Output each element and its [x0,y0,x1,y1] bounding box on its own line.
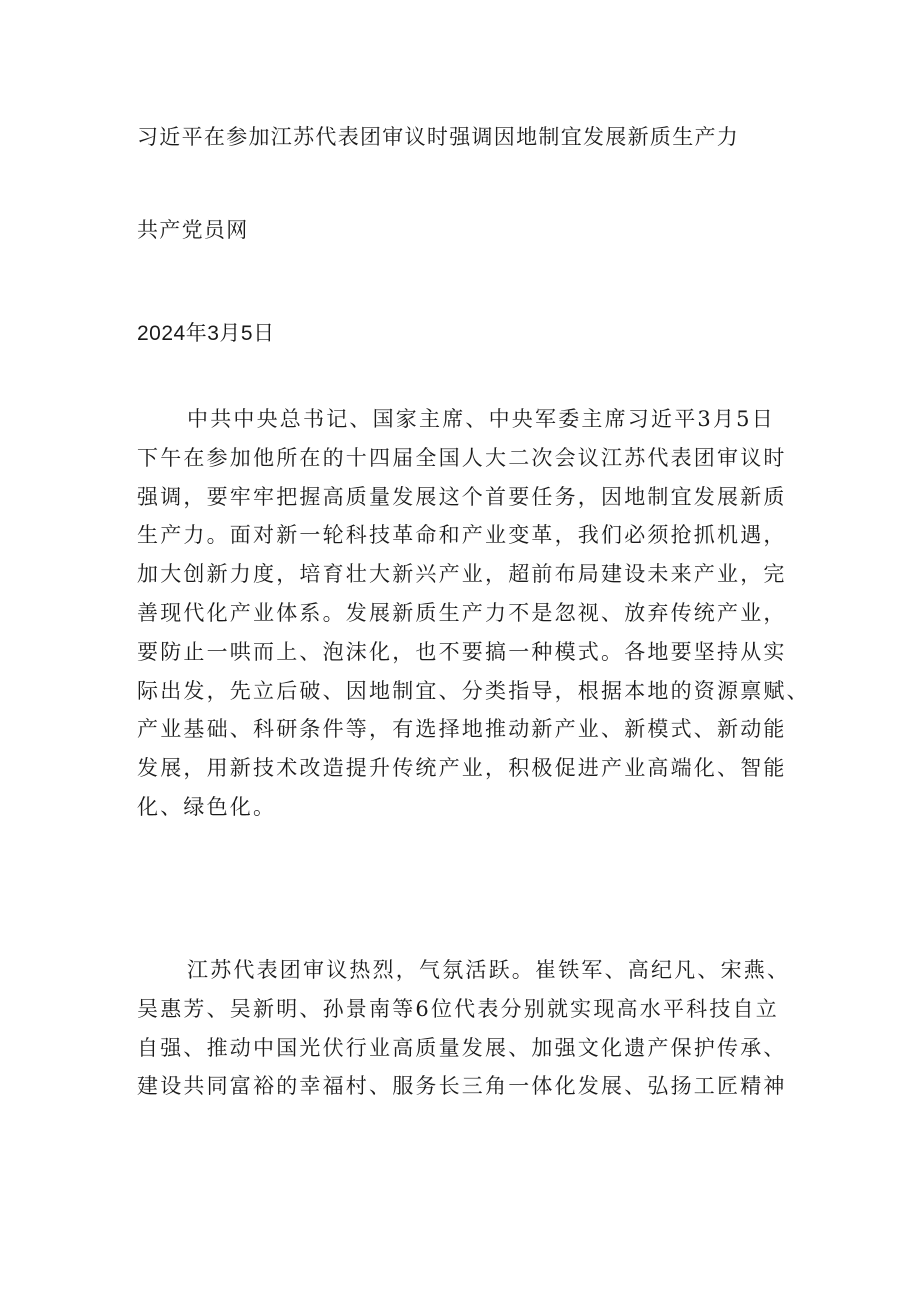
document-title: 习近平在参加江苏代表团审议时强调因地制宜发展新质生产力 [137,125,740,149]
paragraph-line: 中共中央总书记、国家主席、中央军委主席习近平3月5日 [187,407,775,431]
document-source: 共产党员网 [137,218,249,242]
paragraph-line: 际出发，先立后破、因地制宜、分类指导，根据本地的资源禀赋、 [137,678,810,703]
paragraph-2 [137,951,827,1106]
paragraph-line: 加大创新力度，培育壮大新兴产业，超前布局建设未来产业，完 [137,562,787,587]
paragraph-line: 江苏代表团审议热烈，气氛活跃。崔铁军、高纪凡、宋燕、 [187,958,791,982]
paragraph-1 [137,400,827,827]
paragraph-line: 产业基础、科研条件等，有选择地推动新产业、新模式、新动能 [137,717,787,742]
paragraph-line: 发展，用新技术改造提升传统产业，积极促进产业高端化、智能 [137,756,787,781]
paragraph-line: 强调，要牢牢把握高质量发展这个首要任务，因地制宜发展新质 [137,484,787,509]
paragraph-line: 要防止一哄而上、泡沫化，也不要搞一种模式。各地要坚持从实 [137,639,787,664]
paragraph-line: 建设共同富裕的幸福村、服务长三角一体化发展、弘扬工匠精神 [137,1074,787,1099]
paragraph-line: 化、绿色化。 [137,794,277,819]
paragraph-line: 自强、推动中国光伏行业高质量发展、加强文化遗产保护传承、 [137,1035,787,1060]
paragraph-line: 生产力。面对新一轮科技革命和产业变革，我们必须抢抓机遇， [137,523,787,548]
paragraph-line: 吴惠芳、吴新明、孙景南等6位代表分别就实现高水平科技自立 [137,996,779,1021]
document-date: 2024年3月5日 [137,322,275,345]
paragraph-line: 善现代化产业体系。发展新质生产力不是忽视、放弃传统产业， [137,600,787,625]
paragraph-line: 下午在参加他所在的十四届全国人大二次会议江苏代表团审议时 [137,445,787,470]
